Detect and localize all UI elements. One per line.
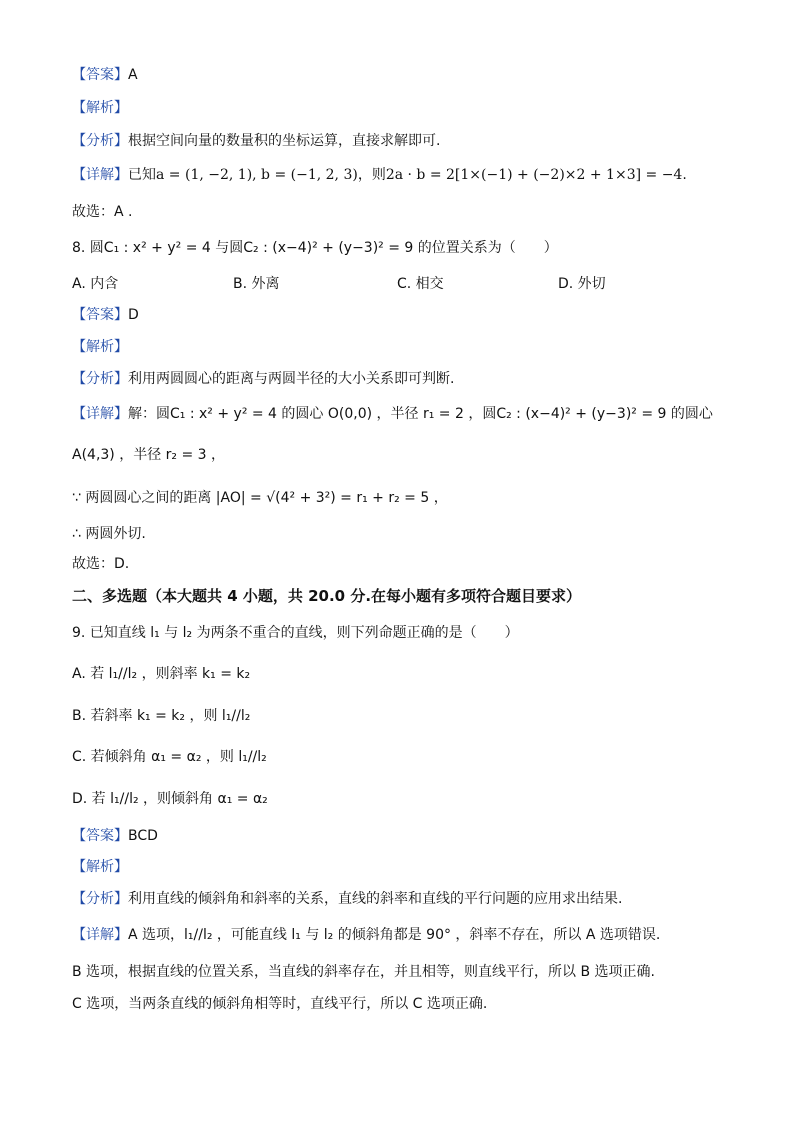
q9-answer-value: BCD — [128, 828, 158, 844]
q9-stem — [72, 623, 754, 643]
q8-option-a: A. 内含 — [72, 276, 119, 292]
q9-xiangjie-text3: C 选项，当两条直线的倾斜角相等时，直线平行，所以 C 选项正确. — [72, 996, 488, 1012]
q9-analysis-line — [72, 857, 754, 877]
q9-option-b-text: B. 若斜率 k₁ = k₂ ，则 l₁//l₂ — [72, 708, 251, 724]
q9-option-d-text: D. 若 l₁//l₂ ，则倾斜角 α₁ = α₂ — [72, 791, 268, 807]
q8-option-b: B. 外离 — [233, 276, 280, 292]
q8-option-d: D. 外切 — [558, 276, 606, 292]
q8-stem-text: 8. 圆C₁ : x² + y² = 4 与圆C₂ : (x−4)² + (y−3)² = 9 的位置关系为（ ） — [72, 240, 558, 256]
q8-answer-line — [72, 305, 754, 325]
q9-option-c — [72, 747, 754, 767]
answer-tag: 【答案】 — [72, 307, 128, 323]
q9-stem-text: 9. 已知直线 l₁ 与 l₂ 为两条不重合的直线，则下列命题正确的是（ ） — [72, 625, 519, 641]
q9-xiangjie-text2: B 选项，根据直线的位置关系，当直线的斜率存在，并且相等，则直线平行，所以 B 选项正确. — [72, 964, 656, 980]
answer-tag: 【答案】 — [72, 67, 128, 83]
q9-option-a — [72, 664, 754, 684]
analysis-tag: 【解析】 — [72, 100, 128, 116]
xiangjie-tag: 【详解】 — [72, 927, 128, 943]
q8-stem — [72, 238, 754, 258]
section-heading-text: 二、多选题（本大题共 4 小题，共 20.0 分.在每小题有多项符合题目要求） — [72, 587, 582, 605]
q9-answer-line — [72, 826, 754, 846]
xiangjie-tag: 【详解】 — [72, 406, 128, 422]
q8-xiangjie-text1: 解：圆C₁ : x² + y² = 4 的圆心 O(0,0) ，半径 r₁ = 2 ，圆C₂ : (x−4)² + (y−3)² = 9 的圆心 — [128, 406, 713, 422]
q8-xiangjie-text4: ∴ 两圆外切. — [72, 526, 146, 542]
q8-xiangjie-text2: A(4,3) ，半径 r₂ = 3 ， — [72, 447, 226, 463]
q7-fenxi-line — [72, 131, 754, 151]
q7-choice-text: 故选：A . — [72, 204, 133, 220]
q7-dot-product-math: 2a · b = 2[1×(−1) + (−2)×2 + 1×3] = −4 — [385, 167, 683, 183]
q9-option-b — [72, 706, 754, 726]
q7-answer-line — [72, 65, 754, 85]
q8-fenxi-text: 利用两圆圆心的距离与两圆半径的大小关系即可判断. — [128, 371, 455, 387]
q9-xiangjie-text1: A 选项，l₁//l₂ ，可能直线 l₁ 与 l₂ 的倾斜角都是 90° ，斜率不存在，所以 A 选项错误. — [128, 927, 661, 943]
q7-xiangjie-end: . — [682, 167, 687, 183]
q7-xiangjie-line — [72, 165, 754, 185]
q8-choice-text: 故选：D. — [72, 556, 130, 572]
xiangjie-tag: 【详解】 — [72, 167, 128, 183]
fenxi-tag: 【分析】 — [72, 891, 128, 907]
q8-xiangjie-line2 — [72, 445, 754, 465]
q8-choice-line — [72, 554, 754, 574]
q8-answer-value: D — [128, 307, 139, 323]
q7-analysis-line — [72, 98, 754, 118]
answer-tag: 【答案】 — [72, 828, 128, 844]
q8-xiangjie-line1 — [72, 404, 754, 424]
q7-xiangjie-mid: ，则 — [357, 167, 386, 183]
q9-xiangjie-line3 — [72, 994, 754, 1014]
q9-fenxi-text: 利用直线的倾斜角和斜率的关系，直线的斜率和直线的平行问题的应用求出结果. — [128, 891, 623, 907]
q9-xiangjie-line1 — [72, 925, 754, 945]
analysis-tag: 【解析】 — [72, 859, 128, 875]
q8-analysis-line — [72, 337, 754, 357]
q9-option-c-text: C. 若倾斜角 α₁ = α₂ ，则 l₁//l₂ — [72, 749, 267, 765]
q7-vectors-math: a = (1, −2, 1), b = (−1, 2, 3) — [156, 167, 358, 183]
q8-option-c: C. 相交 — [397, 276, 444, 292]
q9-fenxi-line — [72, 889, 754, 909]
q8-xiangjie-line3 — [72, 488, 754, 508]
q8-fenxi-line — [72, 369, 754, 389]
q7-xiangjie-prefix: 已知 — [128, 167, 156, 183]
q7-choice-line — [72, 202, 754, 222]
q7-answer-value: A — [128, 67, 138, 83]
fenxi-tag: 【分析】 — [72, 371, 128, 387]
fenxi-tag: 【分析】 — [72, 133, 128, 149]
q8-xiangjie-line4 — [72, 524, 754, 544]
q8-xiangjie-text3: ∵ 两圆圆心之间的距离 |AO| = √(4² + 3²) = r₁ + r₂ = 5 ， — [72, 490, 448, 506]
q9-option-a-text: A. 若 l₁//l₂ ，则斜率 k₁ = k₂ — [72, 666, 251, 682]
analysis-tag: 【解析】 — [72, 339, 128, 355]
q9-option-d — [72, 789, 754, 809]
q9-xiangjie-line2 — [72, 962, 754, 982]
section-heading — [72, 586, 754, 606]
q7-fenxi-text: 根据空间向量的数量积的坐标运算，直接求解即可. — [128, 133, 441, 149]
